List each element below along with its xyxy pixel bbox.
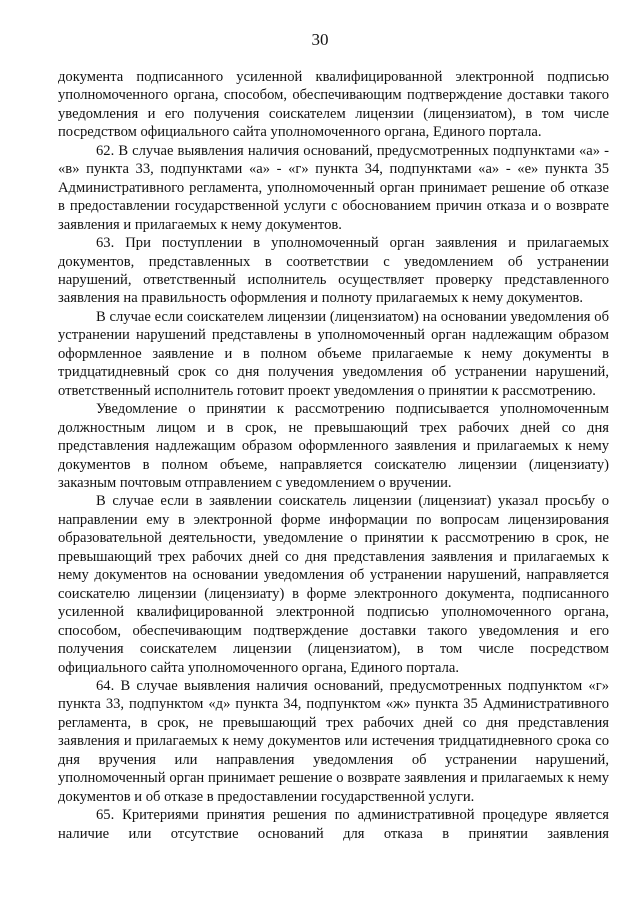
paragraph-63: 63. При поступлении в уполномоченный орган заявления и прилагаемых документов, представленных в соответствии с уведомлением об устранении нарушений, ответственный исполнитель осуществляет проверку представленного заявления на правильность оформления и полноту прилагаемых к нему документов. xyxy=(58,235,609,307)
paragraph-65: 65. Критериями принятия решения по административной процедуре является наличие или отсутствие оснований для отказа в принятии заявления xyxy=(58,807,609,842)
paragraph-63-notice-preparation: В случае если соискателем лицензии (лицензиатом) на основании уведомления об устранении нарушений представлены в уполномоченный орган надлежащим образом оформленное заявление и в полном объеме прилагаемые к нему документы в тридцатидневный срок со дня получения уведомления об устранении нарушений, ответственный исполнитель готовит проект уведомления о принятии к рассмотрению. xyxy=(58,308,609,399)
paragraph-63-electronic-notice: В случае если в заявлении соискатель лицензии (лицензиат) указал просьбу о направлении ему в электронной форме информации по вопросам лицензирования образовательной деятельности, уведомление о принятии к рассмотрению в срок, не превышающий трех рабочих дней со дня представления заявления и прилагаемых к нему документов на основании уведомления об устранении нарушений, направляется соискателю лицензии (лицензиату) в форме электронного документа, подписанного усиленной квалифицированной электронной подписью уполномоченного органа, способом, обеспечивающим подтверждение доставки такого уведомления и его получения соискателем лицензии (лицензиатом), в том числе посредством официального сайта уполномоченного органа, Единого портала. xyxy=(58,493,609,676)
paragraph-63-notice-signing: Уведомление о принятии к рассмотрению подписывается уполномоченным должностным лицом и в срок, не превышающий трех рабочих дней со дня представления надлежащим образом оформленного заявления и прилагаемых к нему документов в полном объеме, направляется соискателю лицензии (лицензиату) заказным почтовым отправлением с уведомлением о вручении. xyxy=(58,401,609,491)
page-number: 30 xyxy=(311,30,329,49)
paragraph-62: 62. В случае выявления наличия оснований, предусмотренных подпунктами «а» - «в» пункта 33, подпунктами «а» - «г» пункта 34, подпунктами «а» - «е» пункта 35 Административного регламента, уполномоченный орган принимает решение об отказе в предоставлении государственной услуги с обоснованием причин отказа и о возврате заявления и прилагаемых к нему документов. xyxy=(58,142,609,233)
paragraph-continuation: документа подписанного усиленной квалифицированной электронной подписью уполномоченного органа, способом, обеспечивающим подтверждение доставки такого уведомления и его получения соискателем лицензии (лицензиатом), в том числе посредством официального сайта уполномоченного органа, Единого портала. xyxy=(58,69,609,141)
paragraph-64: 64. В случае выявления наличия оснований, предусмотренных подпунктом «г» пункта 33, подпунктом «д» пункта 34, подпунктом «ж» пункта 35 Административного регламента, в срок, не превышающий трех рабочих дней со дня представления заявления и прилагаемых к нему документов или истечения тридцатидневного срока со дня вручения или направления уведомления об устранении нарушений, уполномоченный орган принимает решение о возврате заявления и прилагаемых к нему документов и об отказе в предоставлении государственной услуги. xyxy=(58,677,609,805)
document-body xyxy=(58,68,609,843)
